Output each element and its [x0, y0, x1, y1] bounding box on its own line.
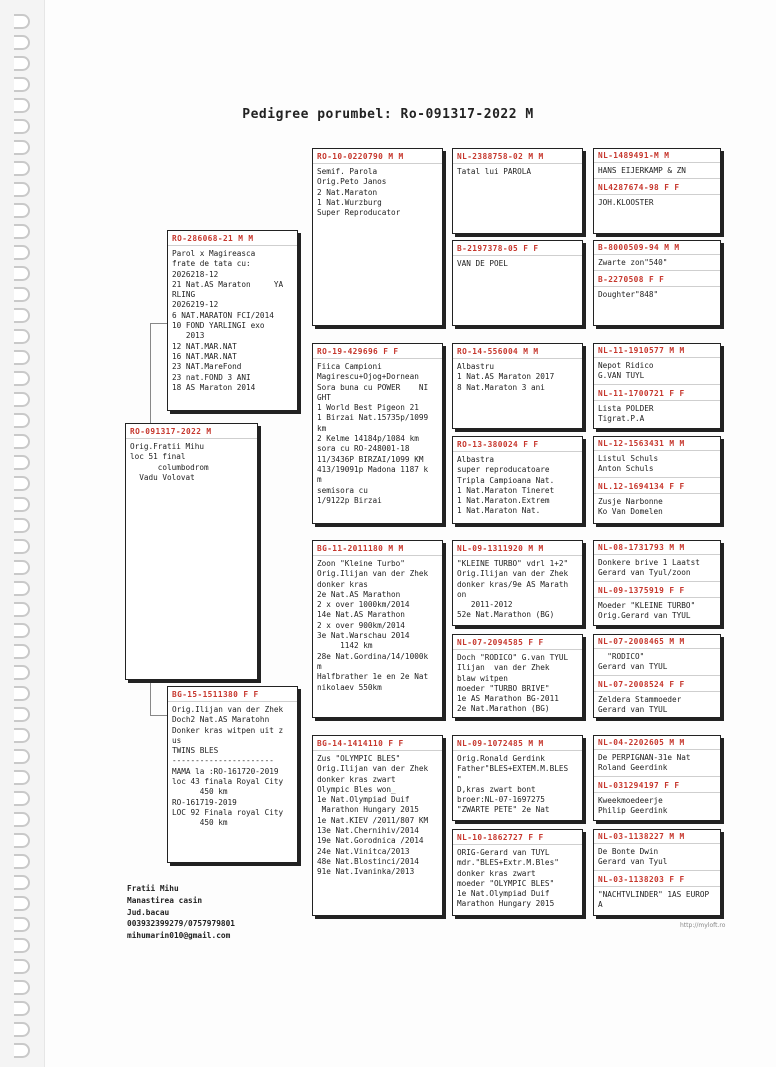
page-title: Pedigree porumbel: Ro-091317-2022 M	[242, 107, 534, 122]
binder-ring	[14, 14, 30, 29]
dam-card[interactable]	[167, 686, 298, 863]
gen5-pair-card[interactable]	[593, 634, 721, 718]
pedigree-line: 3e Nat.Warschau 2014	[317, 631, 410, 641]
pedigree-line: Orig.Ilijan van der Zhek	[457, 569, 569, 579]
binder-ring	[14, 665, 30, 680]
ring-number: RO-091317-2022 M	[126, 424, 257, 439]
owner-name: Fratii Mihu	[127, 884, 179, 893]
pedigree-line: Anton Schuls	[598, 464, 654, 474]
ring-number: RO-19-429696 F F	[313, 344, 442, 359]
pedigree-line: Orig.Fratii Mihu	[130, 442, 205, 451]
great-grandparent-card[interactable]	[452, 735, 583, 821]
binder-ring	[14, 539, 30, 554]
ring-number: NL-07-2008465 M M	[594, 635, 720, 649]
pedigree-line: ----------------------	[172, 756, 274, 766]
ring-number: NL-09-1375919 F F	[594, 584, 720, 598]
binder-ring	[14, 413, 30, 428]
binder-ring	[14, 728, 30, 743]
pedigree-line: 1e AS Marathon BG-2011	[457, 694, 559, 704]
binder-ring	[14, 581, 30, 596]
ring-number: NL.12-1694134 F F	[594, 480, 720, 494]
great-grandparent-card[interactable]	[452, 240, 583, 326]
binder-ring	[14, 329, 30, 344]
pedigree-line: Orig.Gerard van TYUL	[598, 610, 691, 620]
gen5-pair-card[interactable]	[593, 540, 721, 626]
pedigree-line: 23 NAT.MareFond	[172, 362, 242, 372]
pedigree-line: 2026219-12	[172, 300, 219, 310]
pedigree-line: 1e Nat.Olympiad Duif	[457, 889, 550, 899]
pedigree-line: Orig.Ilijan van der Zhek	[317, 569, 429, 579]
ring-number: NL-03-1138227 M M	[594, 830, 720, 844]
pedigree-line: donker kras/9e AS Marath	[457, 579, 569, 589]
pedigree-line: broer:NL-07-1697275	[457, 795, 545, 805]
binder-ring	[14, 959, 30, 974]
pedigree-line: Albastru	[457, 362, 495, 371]
divider	[594, 675, 720, 676]
pedigree-line: 1 Nat.Wurzburg	[317, 197, 382, 207]
pedigree-line: Tripla Campioana Nat.	[457, 475, 555, 485]
pedigree-line: 13e Nat.Chernihiv/2014	[317, 826, 419, 836]
pedigree-line: 24e Nat.Vinitca/2013	[317, 846, 410, 856]
ring-number: BG-11-2011180 M M	[313, 541, 442, 556]
pedigree-line: Doch "RODICO" G.van TYUL	[457, 653, 569, 662]
great-grandparent-card[interactable]	[452, 436, 583, 524]
pedigree-line: Marathon Hungary 2015	[317, 805, 419, 815]
binder-ring	[14, 182, 30, 197]
pedigree-line: mdr."BLES+Extr.M.Bles"	[457, 858, 559, 868]
pedigree-line: Doughter"848"	[598, 290, 659, 300]
pedigree-line: 2013	[172, 331, 205, 341]
ring-number: BG-14-1414110 F F	[313, 736, 442, 751]
pedigree-line: Tigrat.P.A	[598, 413, 645, 423]
pedigree-line: moeder "OLYMPIC BLES"	[457, 878, 555, 888]
pedigree-line: VAN DE POEL	[457, 259, 508, 268]
pedigree-line: Super Reproducator	[317, 208, 401, 218]
binder-ring	[14, 749, 30, 764]
owner-locality: Manastirea casin	[127, 895, 203, 905]
pedigree-line: "	[457, 774, 462, 784]
pedigree-line: TWINS BLES	[172, 746, 219, 756]
owner-email: mihumarin010@gmail.com	[127, 931, 231, 941]
ring-number: NL-08-1731793 M M	[594, 541, 720, 555]
pedigree-line: moeder "TURBO BRIVE"	[457, 683, 550, 693]
pedigree-line: km	[317, 423, 327, 433]
gen5-pair-card[interactable]	[593, 148, 721, 234]
pedigree-line: 18 AS Maraton 2014	[172, 382, 256, 392]
pedigree-line: Semif. Parola	[317, 167, 378, 176]
pedigree-line: 1 World Best Pigeon 21	[317, 403, 419, 413]
pedigree-line: Kweekmoedeerje	[598, 795, 663, 805]
pedigree-line: ORIG-Gerard van TUYL	[457, 848, 550, 857]
gen5-pair-card[interactable]	[593, 436, 721, 524]
binder-ring	[14, 938, 30, 953]
binder-ring	[14, 140, 30, 155]
binder-ring	[14, 455, 30, 470]
ring-number: NL-07-2008524 F F	[594, 678, 720, 692]
binder-ring	[14, 245, 30, 260]
pedigree-line: Tatal lui PAROLA	[457, 167, 532, 176]
pedigree-line: A	[598, 899, 603, 909]
pedigree-line: 16 NAT.MAR.NAT	[172, 351, 237, 361]
binder-ring	[14, 833, 30, 848]
binder-ring	[14, 1043, 30, 1058]
binder-ring	[14, 875, 30, 890]
divider	[594, 384, 720, 385]
gen5-pair-card[interactable]	[593, 735, 721, 821]
pedigree-line: 1/9122p Birzai	[317, 495, 382, 505]
pedigree-line: D,kras zwart bont	[457, 784, 536, 794]
ring-number: B-8000509-94 M M	[594, 241, 720, 255]
grandparent-card[interactable]	[312, 343, 443, 524]
pedigree-line: 21 Nat.AS Maraton YA	[172, 279, 284, 289]
binder-ring	[14, 1001, 30, 1016]
pedigree-line: m	[317, 475, 322, 485]
binder-ring	[14, 434, 30, 449]
pedigree-line: LOC 92 Finala royal City	[172, 807, 284, 817]
binder-ring	[14, 854, 30, 869]
pedigree-line: Donkere brive 1 Laatst	[598, 558, 700, 567]
watermark-url: http://myloft.ro	[680, 922, 726, 929]
binder-ring	[14, 791, 30, 806]
ring-number: B-2197378-05 F F	[453, 241, 582, 256]
pedigree-line: 14e Nat.AS Marathon	[317, 610, 405, 620]
divider	[594, 477, 720, 478]
ring-number: RO-10-0220790 M M	[313, 149, 442, 164]
pedigree-line: 2e Nat.Marathon (BG)	[457, 704, 550, 714]
binder-ring	[14, 35, 30, 50]
binder-ring	[14, 644, 30, 659]
pedigree-line: Zus "OLYMPIC BLES"	[317, 754, 401, 763]
pedigree-line: sora cu RO-248001-18	[317, 444, 410, 454]
binder-ring	[14, 308, 30, 323]
pedigree-line: Zusje Narbonne	[598, 496, 663, 506]
subject-card[interactable]	[125, 423, 258, 680]
pedigree-line: 1e Nat.Olympiad Duif	[317, 795, 410, 805]
pedigree-line: Orig.Ilijan van der Zhek	[317, 764, 429, 774]
ring-number: RO-13-380024 F F	[453, 437, 582, 452]
pedigree-line: Fiica Campioni	[317, 362, 382, 371]
ring-number: NL-11-1700721 F F	[594, 387, 720, 401]
pedigree-line: Roland Geerdink	[598, 763, 668, 773]
pedigree-line: HANS EIJERKAMP & ZN	[598, 166, 686, 175]
binder-ring	[14, 686, 30, 701]
ring-number: RO-14-556004 M M	[453, 344, 582, 359]
pedigree-line: De Bonte Dwin	[598, 847, 659, 856]
divider	[594, 776, 720, 777]
binder-ring	[14, 203, 30, 218]
pedigree-line: Zwarte zon"540"	[598, 258, 668, 267]
pedigree-line: Doch2 Nat.AS Maratohn	[172, 715, 270, 725]
divider	[594, 581, 720, 582]
pedigree-line: Ko Van Domelen	[598, 506, 663, 516]
ring-number: NL-07-2094585 F F	[453, 635, 582, 650]
pedigree-line: Parol x Magireasca	[172, 249, 256, 258]
pedigree-line: 2026218-12	[172, 269, 219, 279]
binder-ring	[14, 812, 30, 827]
owner-phone: 003932399279/0757979801	[127, 919, 235, 929]
pedigree-line: Father"BLES+EXTEM.M.BLES	[457, 764, 569, 774]
pedigree-line: 23 nat.FOND 3 ANI	[172, 372, 251, 382]
binder-ring	[14, 602, 30, 617]
pedigree-line: m	[317, 661, 322, 671]
binder-ring	[14, 1022, 30, 1037]
binder-ring	[14, 770, 30, 785]
pedigree-line: 1 Birzai Nat.15735p/1099	[317, 413, 429, 423]
great-grandparent-card[interactable]	[452, 343, 583, 429]
binder-ring	[14, 518, 30, 533]
ring-number: NL-2388758-02 M M	[453, 149, 582, 164]
pedigree-line: Donker kras witpen uit z	[172, 725, 284, 735]
pedigree-line: 2e Nat.AS Marathon	[317, 589, 401, 599]
pedigree-line: 28e Nat.Gordina/14/1000k	[317, 651, 429, 661]
divider	[594, 178, 720, 179]
pedigree-line: "RODICO"	[598, 652, 645, 661]
pedigree-line: De PERPIGNAN-31e Nat	[598, 753, 691, 762]
pedigree-line: Lista POLDER	[598, 403, 654, 413]
pedigree-line: Listul Schuls	[598, 454, 659, 463]
pedigree-line: 2011-2012	[457, 600, 513, 610]
binder-ring	[14, 224, 30, 239]
gen5-pair-card[interactable]	[593, 240, 721, 326]
binder-ring	[14, 917, 30, 932]
binder-strip	[0, 0, 45, 1067]
pedigree-line: Marathon Hungary 2015	[457, 899, 555, 909]
pedigree-line: loc 43 finala Royal City	[172, 777, 284, 787]
pedigree-line: "NACHTVLINDER" 1AS EUROP	[598, 889, 710, 899]
great-grandparent-card[interactable]	[452, 540, 583, 626]
pedigree-line: G.VAN TUYL	[598, 371, 645, 381]
pedigree-line: Zeldera Stammoeder	[598, 694, 682, 704]
pedigree-line: Moeder "KLEINE TURBO"	[598, 600, 696, 610]
ring-number: NL-031294197 F F	[594, 779, 720, 793]
pedigree-line: RO-161719-2019	[172, 797, 237, 807]
pedigree-line: "KLEINE TURBO" vdrl 1+2"	[457, 559, 569, 568]
gen5-pair-card[interactable]	[593, 343, 721, 429]
pedigree-line: Magirescu+Ojog+Dornean	[317, 372, 419, 382]
ring-number: B-2270508 F F	[594, 273, 720, 287]
divider	[594, 270, 720, 271]
pedigree-line: 1 Nat.Maraton.Extrem	[457, 496, 550, 506]
pedigree-line: frate de tata cu:	[172, 259, 251, 269]
grandparent-card[interactable]	[312, 735, 443, 916]
pedigree-line: 2 x over 1000km/2014	[317, 600, 410, 610]
pedigree-line: Orig.Peto Janos	[317, 177, 387, 187]
pedigree-line: Albastra	[457, 455, 495, 464]
pedigree-line: on	[457, 589, 467, 599]
binder-ring	[14, 476, 30, 491]
binder-ring	[14, 350, 30, 365]
pedigree-line: semisora cu	[317, 485, 368, 495]
pedigree-line: 48e Nat.Blostinci/2014	[317, 856, 419, 866]
binder-ring	[14, 623, 30, 638]
binder-ring	[14, 266, 30, 281]
pedigree-line: loc 51 final	[130, 452, 186, 462]
pedigree-line: Gerard van TYUL	[598, 662, 668, 672]
pedigree-line: RLING	[172, 290, 196, 300]
pedigree-line: donker kras zwart	[457, 868, 536, 878]
pedigree-line: Philip Geerdink	[598, 805, 668, 815]
ring-number: NL-10-1862727 F F	[453, 830, 582, 845]
owner-info	[127, 883, 235, 942]
pedigree-line: "ZWARTE PETE" 2e Nat	[457, 805, 550, 815]
pedigree-line: nikolaev 550km	[317, 682, 382, 692]
pedigree-line: Gerard van TYUL	[598, 704, 668, 714]
great-grandparent-card[interactable]	[452, 634, 583, 718]
pedigree-line: Sora buna cu POWER NI	[317, 382, 429, 392]
ring-number: BG-15-1511380 F F	[168, 687, 297, 702]
gen5-pair-card[interactable]	[593, 829, 721, 916]
pedigree-line: 8 Nat.Maraton 3 ani	[457, 382, 545, 392]
great-grandparent-card[interactable]	[452, 829, 583, 916]
grandparent-card[interactable]	[312, 148, 443, 326]
pedigree-line: 1 Nat.AS Maraton 2017	[457, 372, 555, 382]
pedigree-line: 6 NAT.MARATON FCI/2014	[172, 310, 274, 320]
pedigree-line: Olympic Bles won_	[317, 784, 396, 794]
pedigree-line: donker kras zwart	[317, 774, 396, 784]
ring-number: NL-09-1072485 M M	[453, 736, 582, 751]
sire-card[interactable]	[167, 230, 298, 411]
binder-ring	[14, 392, 30, 407]
pedigree-line: Ilijan van der Zhek	[457, 663, 550, 673]
pedigree-line: 12 NAT.MAR.NAT	[172, 341, 237, 351]
ring-number: NL4287674-98 F F	[594, 181, 720, 195]
pedigree-line: 52e Nat.Marathon (BG)	[457, 610, 555, 620]
pedigree-line: 91e Nat.Ivaninka/2013	[317, 867, 415, 877]
pedigree-line: Halfbrather 1e en 2e Nat	[317, 672, 429, 682]
ring-number: RO-286068-21 M M	[168, 231, 297, 246]
pedigree-line: 2 Kelme 14184p/1084 km	[317, 434, 419, 444]
grandparent-card[interactable]	[312, 540, 443, 718]
binder-ring	[14, 56, 30, 71]
pedigree-line: 413/19091p Madona 1187 k	[317, 464, 429, 474]
pedigree-line: 2 Nat.Maraton	[317, 187, 378, 197]
pedigree-line: Gerard van Tyul	[598, 857, 668, 867]
pedigree-line: blaw witpen	[457, 673, 508, 683]
pedigree-line: 1 Nat.Maraton Nat.	[457, 506, 541, 516]
pedigree-line: 1e Nat.KIEV /2011/807 KM	[317, 815, 429, 825]
pedigree-line: us	[172, 735, 182, 745]
pedigree-line: Orig.Ronald Gerdink	[457, 754, 545, 763]
ring-number: NL-11-1910577 M M	[594, 344, 720, 358]
owner-county: Jud.bacau	[127, 907, 170, 917]
binder-ring	[14, 77, 30, 92]
ring-number: NL-04-2202605 M M	[594, 736, 720, 750]
binder-ring	[14, 161, 30, 176]
binder-ring	[14, 497, 30, 512]
pedigree-line: Vadu Volovat	[130, 472, 195, 482]
great-grandparent-card[interactable]	[452, 148, 583, 234]
pedigree-line: 10 FOND YARLINGI exo	[172, 321, 265, 331]
pedigree-line: Orig.Ilijan van der Zhek	[172, 705, 284, 714]
pedigree-line: Nepot Ridico	[598, 361, 654, 370]
binder-ring	[14, 980, 30, 995]
binder-ring	[14, 707, 30, 722]
binder-ring	[14, 371, 30, 386]
pedigree-line: MAMA la :RO-161720-2019	[172, 766, 279, 776]
pedigree-line: 1142 km	[317, 641, 373, 651]
ring-number: NL-12-1563431 M M	[594, 437, 720, 451]
divider	[594, 870, 720, 871]
pedigree-line: 450 km	[172, 818, 228, 828]
pedigree-line: donker kras	[317, 579, 368, 589]
pedigree-line: 1 Nat.Maraton Tineret	[457, 485, 555, 495]
binder-ring	[14, 287, 30, 302]
pedigree-line: 11/3436P BIRZAI/1099 KM	[317, 454, 424, 464]
pedigree-line: super reproducatoare	[457, 465, 550, 475]
binder-ring	[14, 896, 30, 911]
pedigree-line: 2 x over 900km/2014	[317, 620, 405, 630]
pedigree-line: JOH.KLOOSTER	[598, 198, 654, 208]
ring-number: NL-1489491-M M	[594, 149, 720, 163]
pedigree-line: Gerard van Tyul/zoon	[598, 568, 691, 578]
pedigree-line: Zoon "Kleine Turbo"	[317, 559, 405, 568]
ring-number: NL-09-1311920 M M	[453, 541, 582, 556]
ring-number: NL-03-1138203 F F	[594, 873, 720, 887]
pedigree-line: GHT	[317, 392, 331, 402]
binder-ring	[14, 560, 30, 575]
pedigree-line: columbodrom	[130, 462, 209, 472]
pedigree-line: 19e Nat.Gorodnica /2014	[317, 836, 424, 846]
pedigree-line: 450 km	[172, 787, 228, 797]
